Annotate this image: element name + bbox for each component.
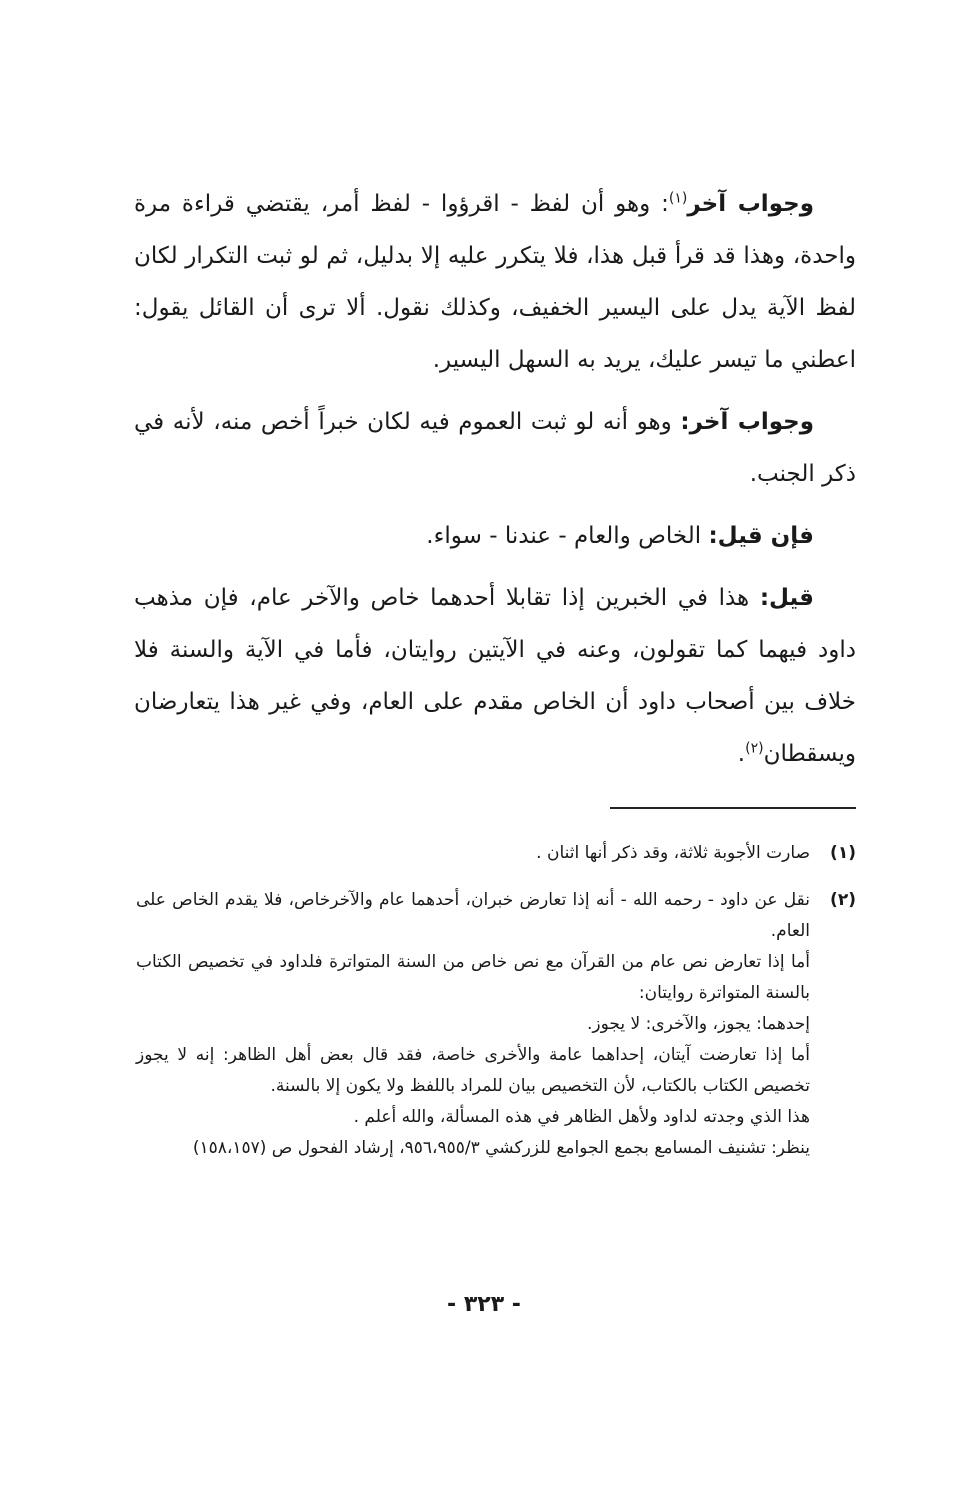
footnote-ref-2: (٢): [745, 740, 764, 757]
page-number: - ٣٢٣ -: [447, 1292, 521, 1317]
footnote-2: [136, 885, 856, 1164]
footnote-1-number: (١): [830, 843, 856, 863]
footnote-1-line: صارت الأجوبة ثلاثة، وقد ذكر أنها اثنان .: [536, 843, 810, 863]
footnote-2-line: إحدهما: يجوز، والآخرى: لا يجوز.: [586, 1014, 810, 1034]
footnote-2-line: أما إذا تعارض نص عام من القرآن مع نص خاص من السنة المتواترة فلداود في تخصيص الكتاب بالسنة المتواترة روايتان:: [136, 952, 810, 1003]
footnote-2-line: هذا الذي وجدته لداود ولأهل الظاهر في هذه المسألة، والله أعلم .: [353, 1107, 810, 1127]
footnote-separator: [610, 807, 856, 809]
footnote-ref-1: (١): [668, 190, 688, 207]
paragraph-4: [134, 572, 856, 780]
footnote-2-line: أما إذا تعارضت آيتان، إحداهما عامة والأخرى خاصة، فقد قال بعض أهل الظاهر: إنه لا يجوز تخصيص الكتاب بالكتاب، لأن التخصيص بيان للمراد باللفظ ولا يكون إلا بالسنة.: [136, 1045, 810, 1096]
paragraph-4-text: هذا في الخبرين إذا تقابلا أحدهما خاص والآخر عام، فإن مذهب داود فيهما كما تقولون، وعنه في الآيتين روايتان، فأما في الآية والسنة فلا خلاف بين أصحاب داود أن الخاص مقدم على العام، وفي غير هذا يتعارضان ويسقطان: [134, 585, 856, 767]
paragraph-2: [134, 396, 856, 500]
footnote-2-body: [136, 885, 810, 1164]
footnote-2-number: (٢): [830, 890, 856, 910]
paragraph-1-text: : وهو أن لفظ - اقرؤوا - لفظ أمر، يقتضي قراءة مرة واحدة، وهذا قد قرأ قبل هذا، فلا يتكرر عليه إلا بدليل، ثم لو ثبت التكرار لكان لفظ الآية يدل على اليسير الخفيف، وكذلك نقول. ألا ترى أن القائل يقول: اعطني ما تيسر عليك، يريد به السهل اليسير.: [134, 191, 856, 373]
footnotes: [136, 838, 856, 1180]
paragraph-3-text: الخاص والعام - عندنا - سواء.: [426, 523, 709, 549]
footnote-1: [136, 838, 856, 869]
paragraph-4-lead: قيل:: [759, 585, 814, 611]
paragraph-1: [134, 178, 856, 386]
paragraph-2-text: وهو أنه لو ثبت العموم فيه لكان خبراً أخص منه، لأنه في ذكر الجنب.: [134, 409, 856, 487]
footnote-2-line: نقل عن داود - رحمه الله - أنه إذا تعارض خبران، أحدهما عام والآخرخاص، فلا يقدم الخاص على العام.: [136, 890, 810, 941]
footnote-2-line: ينظر: تشنيف المسامع بجمع الجوامع للزركشي ٩٥٦،٩٥٥/٣، إرشاد الفحول ص (١٥٨،١٥٧): [192, 1138, 810, 1158]
paragraph-4-end: .: [737, 741, 746, 767]
paragraph-1-lead: وجواب آخر: [687, 191, 814, 217]
paragraph-3: [134, 510, 856, 562]
main-text: [134, 178, 856, 790]
footnote-1-body: [136, 838, 810, 869]
paragraph-3-lead: فإن قيل:: [708, 523, 814, 549]
paragraph-2-lead: وجواب آخر:: [680, 409, 814, 435]
